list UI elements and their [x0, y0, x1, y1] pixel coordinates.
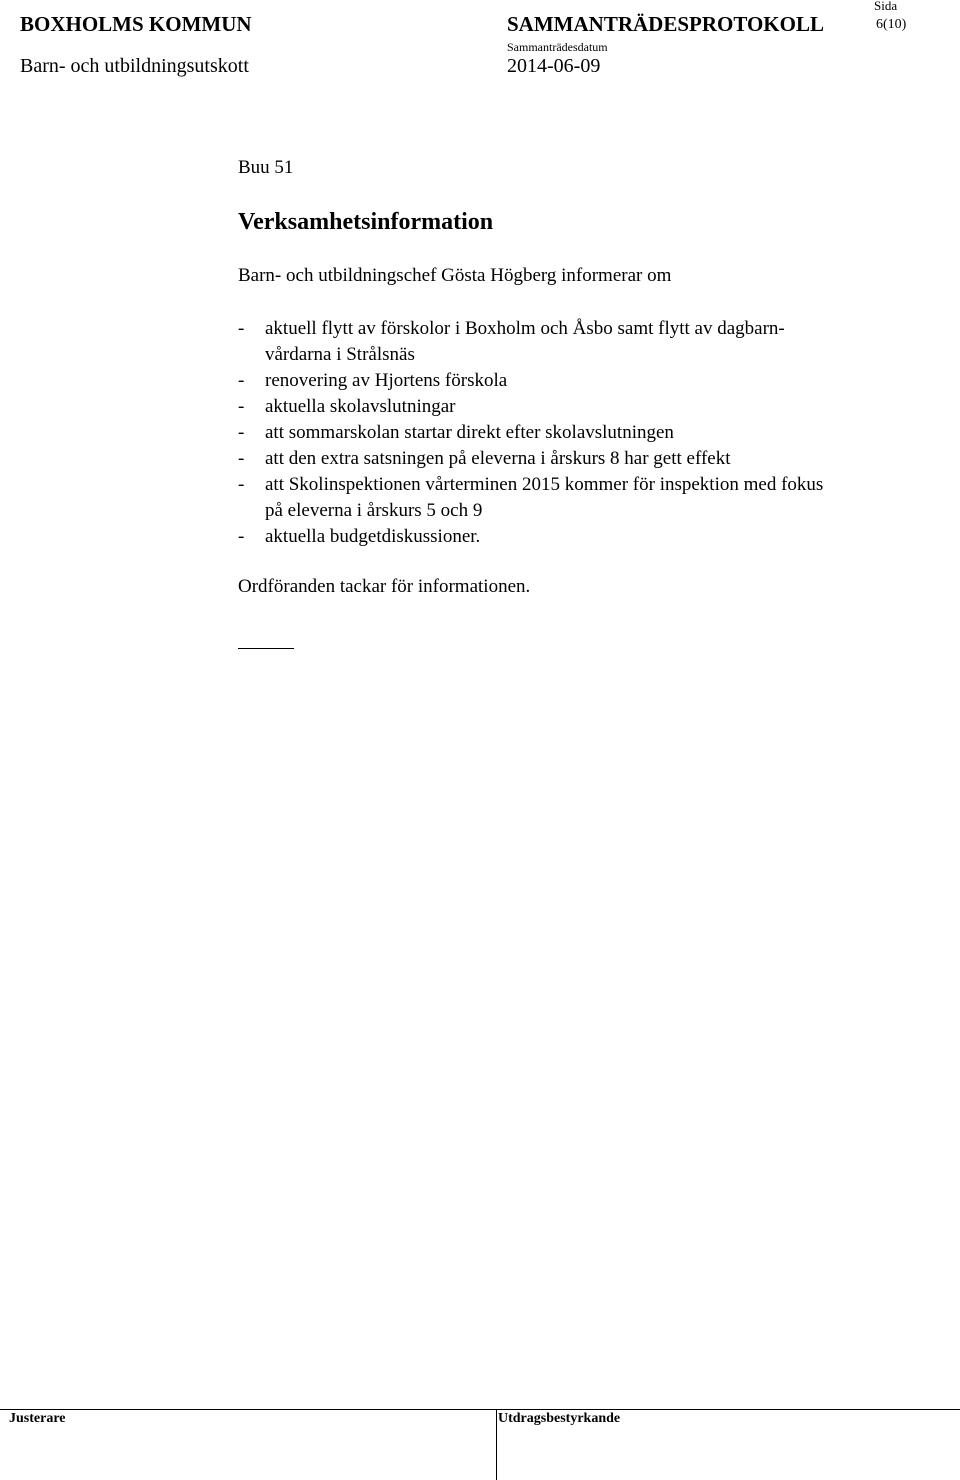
- section-separator: [238, 648, 294, 649]
- footer-justerare-label: Justerare: [9, 1411, 66, 1426]
- organization-name: BOXHOLMS KOMMUN: [20, 12, 252, 36]
- document-type: SAMMANTRÄDESPROTOKOLL: [507, 12, 824, 36]
- list-item-text: att Skolinspektionen vårterminen 2015 kommer för inspektion med fokus på eleverna i årskurs 5 och 9: [265, 474, 824, 521]
- section-heading: Verksamhetsinformation: [238, 209, 494, 235]
- list-item: - aktuella budgetdiskussioner.: [238, 526, 481, 547]
- closing-text: Ordföranden tackar för informationen.: [238, 576, 531, 597]
- list-item: - att Skolinspektionen vårterminen 2015 kommer för inspektion med fokus på eleverna i årskurs 5 och 9: [238, 474, 824, 521]
- list-item-text: renovering av Hjortens förskola: [265, 370, 508, 391]
- footer-utdragsbestyrkande-label: Utdragsbestyrkande: [498, 1411, 621, 1426]
- list-item: - aktuell flytt av förskolor i Boxholm och Åsbo samt flytt av dagbarn- vårdarna i Strålsnäs: [238, 318, 785, 365]
- list-item-text: aktuella budgetdiskussioner.: [265, 526, 481, 547]
- meeting-date-label: Sammanträdesdatum: [507, 40, 608, 54]
- list-item: - aktuella skolavslutningar: [238, 396, 456, 417]
- page-label: Sida: [874, 0, 898, 13]
- list-item: - att den extra satsningen på eleverna i årskurs 8 har gett effekt: [238, 448, 731, 469]
- footer-rule: [0, 1409, 960, 1410]
- list-item-text: att sommarskolan startar direkt efter skolavslutningen: [265, 422, 674, 443]
- list-item-text: aktuella skolavslutningar: [265, 396, 456, 417]
- footer-divider: [496, 1409, 497, 1480]
- list-item: - att sommarskolan startar direkt efter skolavslutningen: [238, 422, 674, 443]
- intro-text: Barn- och utbildningschef Gösta Högberg informerar om: [238, 265, 672, 286]
- information-list: [238, 316, 823, 550]
- section-number: Buu 51: [238, 157, 294, 178]
- list-item-text: att den extra satsningen på eleverna i årskurs 8 har gett effekt: [265, 448, 731, 469]
- list-item-text: aktuell flytt av förskolor i Boxholm och Åsbo samt flytt av dagbarn- vårdarna i Strålsnäs: [265, 318, 785, 365]
- committee-name: Barn- och utbildningsutskott: [20, 55, 249, 77]
- meeting-date: 2014-06-09: [507, 55, 601, 77]
- list-item: - renovering av Hjortens förskola: [238, 370, 508, 391]
- page-number: 6(10): [876, 17, 907, 32]
